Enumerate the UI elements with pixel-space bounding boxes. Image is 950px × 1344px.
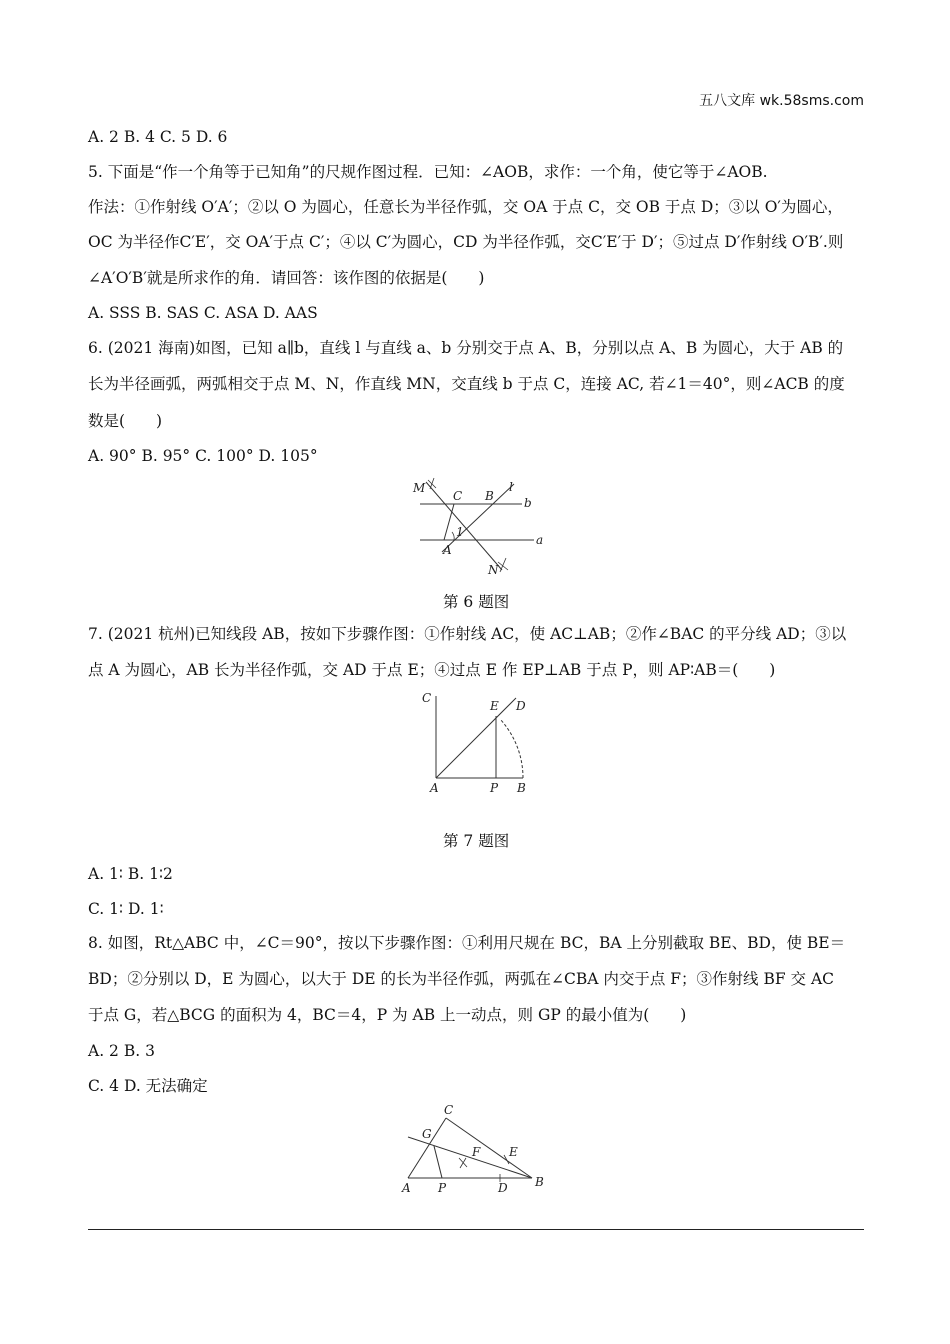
label-c: C <box>444 1103 454 1117</box>
q8-stem-1: 8. 如图，Rt△ABC 中，∠C＝90°，按以下步骤作图：①利用尺规在 BC，BA 上分别截取 BE、BD，使 BE＝ <box>88 934 846 952</box>
segment-gp <box>434 1146 442 1178</box>
label-a: A <box>402 1181 411 1195</box>
q8-stem-2: BD；②分别以 D，E 为圆心，以大于 DE 的长为半径作弧，两弧在∠CBA 内交于点 F；③作射线 BF 交 AC <box>88 970 835 988</box>
arc-mark-m <box>428 478 436 489</box>
q5-options: A. SSS B. SAS C. ASA D. AAS <box>88 304 318 322</box>
q6-stem-2: 长为半径画弧，两弧相交于点 M、N，作直线 MN，交直线 b 于点 C，连接 AC, 若∠1＝40°，则∠ACB 的度 <box>88 375 845 393</box>
footer-rule <box>88 1229 864 1230</box>
label-b: B <box>517 781 526 795</box>
arc-be <box>500 719 523 778</box>
label-p: P <box>490 781 499 795</box>
label-e: E <box>490 699 499 713</box>
q4-options: A. 2 B. 4 C. 5 D. 6 <box>88 128 228 146</box>
q5-question: ∠A′O′B′就是所求作的角．请回答：该作图的依据是( ) <box>88 269 485 287</box>
label-d: D <box>516 699 526 713</box>
label-p: P <box>438 1181 447 1195</box>
label-g: G <box>422 1127 432 1141</box>
q8-stem-3: 于点 G，若△BCG 的面积为 4，BC＝4，P 为 AB 上一动点，则 GP 的最小值为( ) <box>88 1006 687 1024</box>
q6-stem-3: 数是( ) <box>88 412 163 430</box>
figure-8 <box>392 1100 552 1200</box>
angle-1-arc <box>452 532 454 540</box>
label-f: F <box>472 1145 481 1159</box>
label-b: B <box>535 1175 544 1189</box>
label-m: M <box>413 481 426 495</box>
label-b-line: b <box>524 496 532 510</box>
label-d: D <box>498 1181 508 1195</box>
ray-ad <box>436 698 516 778</box>
q7-stem-2: 点 A 为圆心，AB 长为半径作弧，交 AD 于点 E；④过点 E 作 EP⊥AB 于点 P，则 AP∶AB＝( ) <box>88 661 776 679</box>
label-angle-1: 1 <box>456 525 464 539</box>
q7-stem-1: 7. (2021 杭州)已知线段 AB，按如下步骤作图：①作射线 AC，使 AC⊥AB；②作∠BAC 的平分线 AD；③以 <box>88 625 847 643</box>
label-a-point: A <box>443 543 452 557</box>
q5-method-2: OC 为半径作C′E′，交 OA′于点 C′；④以 C′为圆心，CD 为半径作弧，交C′E′于 D′；⑤过点 D′作射线 O′B′.则 <box>88 233 844 251</box>
figure-7-caption: 第 7 题图 <box>443 832 510 850</box>
q7-options-1: A. 1∶ B. 1∶2 <box>88 865 173 883</box>
q6-stem-1: 6. (2021 海南)如图，已知 a∥b，直线 l 与直线 a、b 分别交于点 A、B，分别以点 A、B 为圆心，大于 AB 的 <box>88 339 844 357</box>
q5-stem: 5. 下面是“作一个角等于已知角”的尺规作图过程．已知：∠AOB，求作：一个角，使它等于∠AOB. <box>88 163 768 181</box>
label-b-point: B <box>485 489 494 503</box>
label-c: C <box>422 691 432 705</box>
arc-mark-f <box>459 1158 467 1168</box>
label-e: E <box>509 1145 518 1159</box>
segment-cb <box>446 1118 532 1178</box>
label-n: N <box>488 563 499 577</box>
q6-options: A. 90° B. 95° C. 100° D. 105° <box>88 447 318 465</box>
label-c: C <box>453 489 463 503</box>
label-a: A <box>430 781 439 795</box>
arc-mark-n <box>498 558 508 572</box>
q8-options-2: C. 4 D. 无法确定 <box>88 1077 208 1095</box>
figure-6-caption: 第 6 题图 <box>443 593 510 611</box>
segment-ac <box>444 504 454 540</box>
figure-6 <box>410 476 550 582</box>
label-l: l <box>509 480 513 494</box>
q8-options-1: A. 2 B. 3 <box>88 1042 155 1060</box>
label-a-line: a <box>536 533 544 547</box>
site-header: 五八文库 wk.58sms.com <box>699 93 864 109</box>
figure-7 <box>418 686 538 798</box>
q7-options-2: C. 1∶ D. 1∶ <box>88 900 164 918</box>
q5-method-1: 作法：①作射线 O′A′；②以 O 为圆心，任意长为半径作弧，交 OA 于点 C，交 OB 于点 D；③以 O′为圆心， <box>88 198 843 216</box>
